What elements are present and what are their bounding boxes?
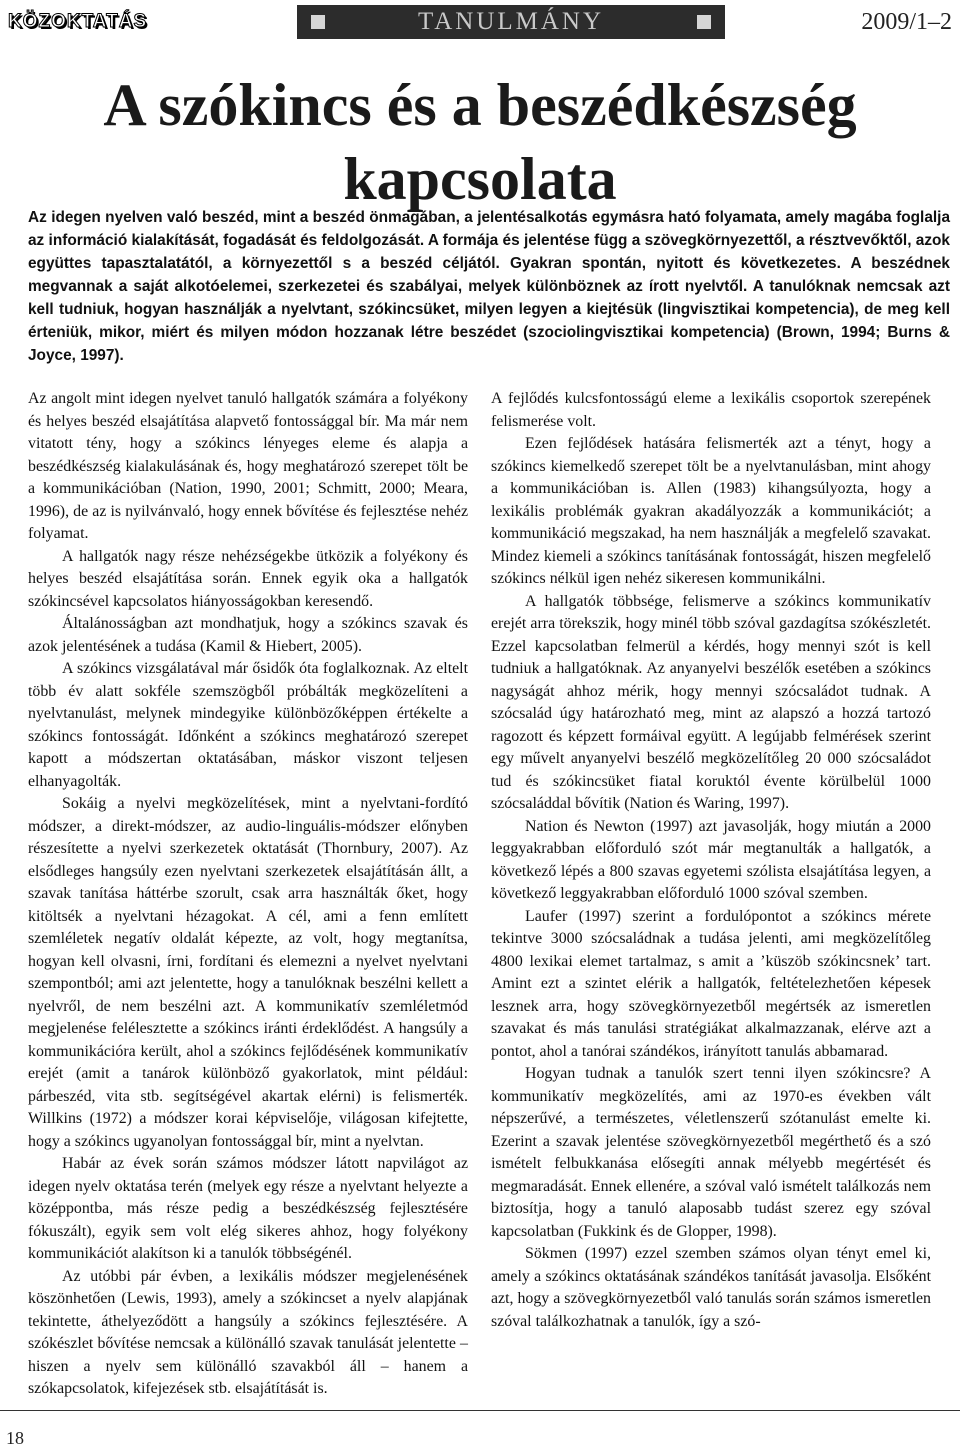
left-column — [28, 388, 468, 1401]
body-paragraph: Ezen fejlődések hatására felismerték azt a tényt, hogy a szókincs kiemelkedő szerepet tölt be a nyelvtanulásban, mint ahogy a kommunikációban is. Allen (1983) kihangsúlyozta, hogy a lexikális problémák gyakran akadályozzák a kommunikációt; a kommunikáció megszakad, ha nem használják a megfelelő szavakat. Mindez kiemeli a szókincs tanításának fontosságát, hiszen megfelelő szókincs nélkül igen nehéz sikeresen kommunikálni. — [491, 435, 931, 587]
section-title: TANULMÁNY — [417, 8, 605, 35]
page-number: 18 — [6, 1428, 24, 1448]
square-bullet-icon — [697, 15, 711, 29]
section-banner — [297, 5, 725, 39]
right-column — [491, 388, 931, 1333]
body-paragraph: Laufer (1997) szerint a fordulópontot a szókincs mérete tekintve 3000 szócsaládnak a tudása jelenti, ami megközelítőleg 4800 lexikai elemet tartalmaz, s amit a ’küszöb szókincsnek’ tart. Amint ezt a szintet elérik a hallgatók, feltételezhetően képesek lesznek arra, hogy szövegkörnyezetből megértsék az ismeretlen szavakat és más tanulási stratégiákat alkalmazzanak, elérve azt a pontot, ahol a tanórai szándékos, irányított tanulás abbamarad. — [491, 907, 931, 1060]
body-paragraph: A hallgatók többsége, felismerve a szókincs kommunikatív erejét arra törekszik, hogy minél több szóval gazdagítsa szókészletét. Ezzel kapcsolatban felmerül a kérdés, hogy mennyi szót is kell tudniuk a hallgatóknak. Az anyanyelvi beszélők esetében a szókincs nagyságát ahhoz mérik, hogy mennyi szócsaládot tudnak. A szócsalád úgy határozható meg, mint az alapszó a hozzá tartozó ragozott és képzett formáival együtt. A legújabb felmérések szerint egy művelt anyanyelvi beszélő megközelítőleg 20 000 szócsaládot tud és szókincsüket fiatal koruktól évente körülbelül 1000 szócsaláddal bővítik (Nation és Waring, 1997). — [491, 592, 931, 812]
article-title — [0, 68, 960, 216]
body-paragraph: A hallgatók nagy része nehézségekbe ütközik a folyékony és helyes beszéd elsajátítása során. Ennek egyik oka a hallgatók szókincsével kapcsolatos hiányosságokban keresendő. — [28, 547, 468, 610]
square-bullet-icon — [311, 15, 325, 29]
lead-paragraph: Az idegen nyelven való beszéd, mint a beszéd önmagában, a jelentésalkotás egymásra ható folyamata, amely magába foglalja az információ kialakítását, fogadását és feldolgozását. A formája és jelentése függ a szövegkörnyezettől, a résztvevőktől, azok együttes tapasztalatától, a környezettől s a beszéd céljától. Gyakran spontán, nyitott és következetes. A beszédnek megvannak a saját alkotóelemei, szerkezetei és szabályai, melyek különböznek az írott nyelvtől. A tanulóknak nemcsak azt kell tudniuk, hogyan használják a nyelvtant, szókincsüket, milyen legyen a kiejtésük (lingvisztikai kompetencia), de meg kell érteniük, mikor, miért és milyen módon hozzanak létre beszédet (szociolingvisztikai kompetencia) (Brown, 1994; Burns & Joyce, 1997). — [28, 209, 950, 364]
body-paragraph: A fejlődés kulcsfontosságú eleme a lexikális csoportok szerepének felismerése volt. — [491, 390, 931, 430]
body-paragraph: Nation és Newton (1997) azt javasolják, hogy miután a 2000 leggyakrabban előforduló szót már megtanulták a hallgatók, a következő lépés a 800 szavas egyetemi szólista elsajátítása legyen, a következő leggyakrabban előforduló 1000 szóval szemben. — [491, 817, 931, 902]
body-paragraph: Sokáig a nyelvi megközelítések, mint a nyelvtani-fordító módszer, a direkt-módszer, az audio-linguális-módszer előnyben részesítette a nyelvi szerkezetek oktatását (Thornbury, 2007). Az elsődleges hangsúly ezen nyelvtani szerkezetek elsajátításán állt, a szavak tanítása háttérbe szorult, csak arra használták őket, hogy kitöltsék a nyelvtani hézagokat. A cél, ami a fenn említett szemléletek negatív oldalát képezte, az volt, hogy megtanítsa, hogyan kell olvasni, írni, fordítani és elemezni a nyelvet nyelvtani szempontból; ami azt jelentette, hogy a tanulóknak beszélni kellett a nyelvről, de nem beszélni azt. A kommunikatív szemléletmód megjelenése felélesztette a szókincs iránti érdeklődést. A hangsúly a kommunikációra került, ahol a szókincs fejlődésének kommunikatív erejét (amit a tanárok különböző gyakorlatok, mint például: párbeszéd, vita stb. segítségével akartak elérni) is felismerték. Willkins (1972) a módszer korai képviselője, világosan kifejtette, hogy a szókincs ugyanolyan fontossággal bír, mint a nyelvtan. — [28, 795, 468, 1150]
body-paragraph: Hogyan tudnak a tanulók szert tenni ilyen szókincsre? A kommunikatív megközelítés, ami az 1970-es években vált népszerűvé, a természetes, véletlenszerű szótanulást emelte ki. Ezerint a szavak jelentése szövegkörnyezetből megérthető és a szó ismételt felbukkanása elősegíti annak mélyebb megértését és megmaradását. Ennek ellenére, a szóval való ismételt találkozás nem biztosítja, hogy a tanuló alaposabb tudást szerez egy szóval kapcsolatban (Fukkink és de Glopper, 1998). — [491, 1065, 931, 1240]
body-paragraph: A szókincs vizsgálatával már ősidők óta foglalkoznak. Az eltelt több év alatt sokféle szemszögből próbálták megközelíteni a nyelvtanulást, melynek mindegyike különbözőképpen értékelte a szókincs fontosságát. Időnként a szókincs meghatározó szerepet kapott a módszertan oktatásában, máskor viszont teljesen elhanyagolták. — [28, 660, 468, 790]
body-paragraph: Általánosságban azt mondhatjuk, hogy a szókincs szavak és azok jelentésének a tudása (Kamil & Hiebert, 2005). — [28, 615, 468, 655]
article-title-line-2: kapcsolata — [343, 146, 617, 212]
body-paragraph: Az angolt mint idegen nyelvet tanuló hallgatók számára a folyékony és helyes beszéd elsajátítása alapvető fontossággal bír. Ma már nem vitatott tény, hogy a szókincs lényeges eleme és alapja a beszédkészség kialakulásának és, hogy meghatározó szerepet tölt be a kommunikációban (Nation, 1990, 2001; Schmitt, 2000; Meara, 1996), de az is nyilvánvaló, hogy ennek bővítése és fejlesztése nehéz folyamat. — [28, 390, 468, 542]
journal-name: KÖZOKTATÁS — [8, 11, 148, 32]
footer-divider — [0, 1410, 960, 1411]
issue-number: 2009/1–2 — [861, 8, 952, 35]
body-paragraph: Az utóbbi pár évben, a lexikális módszer megjelenésének köszönhetően (Lewis, 1993), amely a szókincset a nyelv alapjának tekintette, áthelyeződött a hangsúly a szókincs fejlesztésére. A szókészlet bővítése nemcsak a különálló szavak tanulását jelentette – hiszen a nyelv sem különálló szavakból áll – hanem a szókapcsolatok, kifejezések stb. elsajátítását is. — [28, 1267, 468, 1397]
article-title-line-1: A szókincs és a beszédkészség — [103, 72, 857, 138]
body-paragraph: Sökmen (1997) ezzel szemben számos olyan tényt emel ki, amely a szókincs oktatásának szándékos tanítását javasolja. Elsőként azt, hogy a szövegkörnyezetből való tanulás során számos ismeretlen szóval találkozhatnak a tanulók, így a szó- — [491, 1245, 931, 1330]
body-paragraph: Habár az évek során számos módszer látott napvilágot az idegen nyelv oktatása terén (melyek egy része a nyelvtant helyezte a középpontba, más része pedig a beszédkészség fejlesztésére fókuszált), egyik sem volt elég sikeres ahhoz, hogy folyékony kommunikációt alakítson ki a tanulók többségénél. — [28, 1155, 468, 1262]
